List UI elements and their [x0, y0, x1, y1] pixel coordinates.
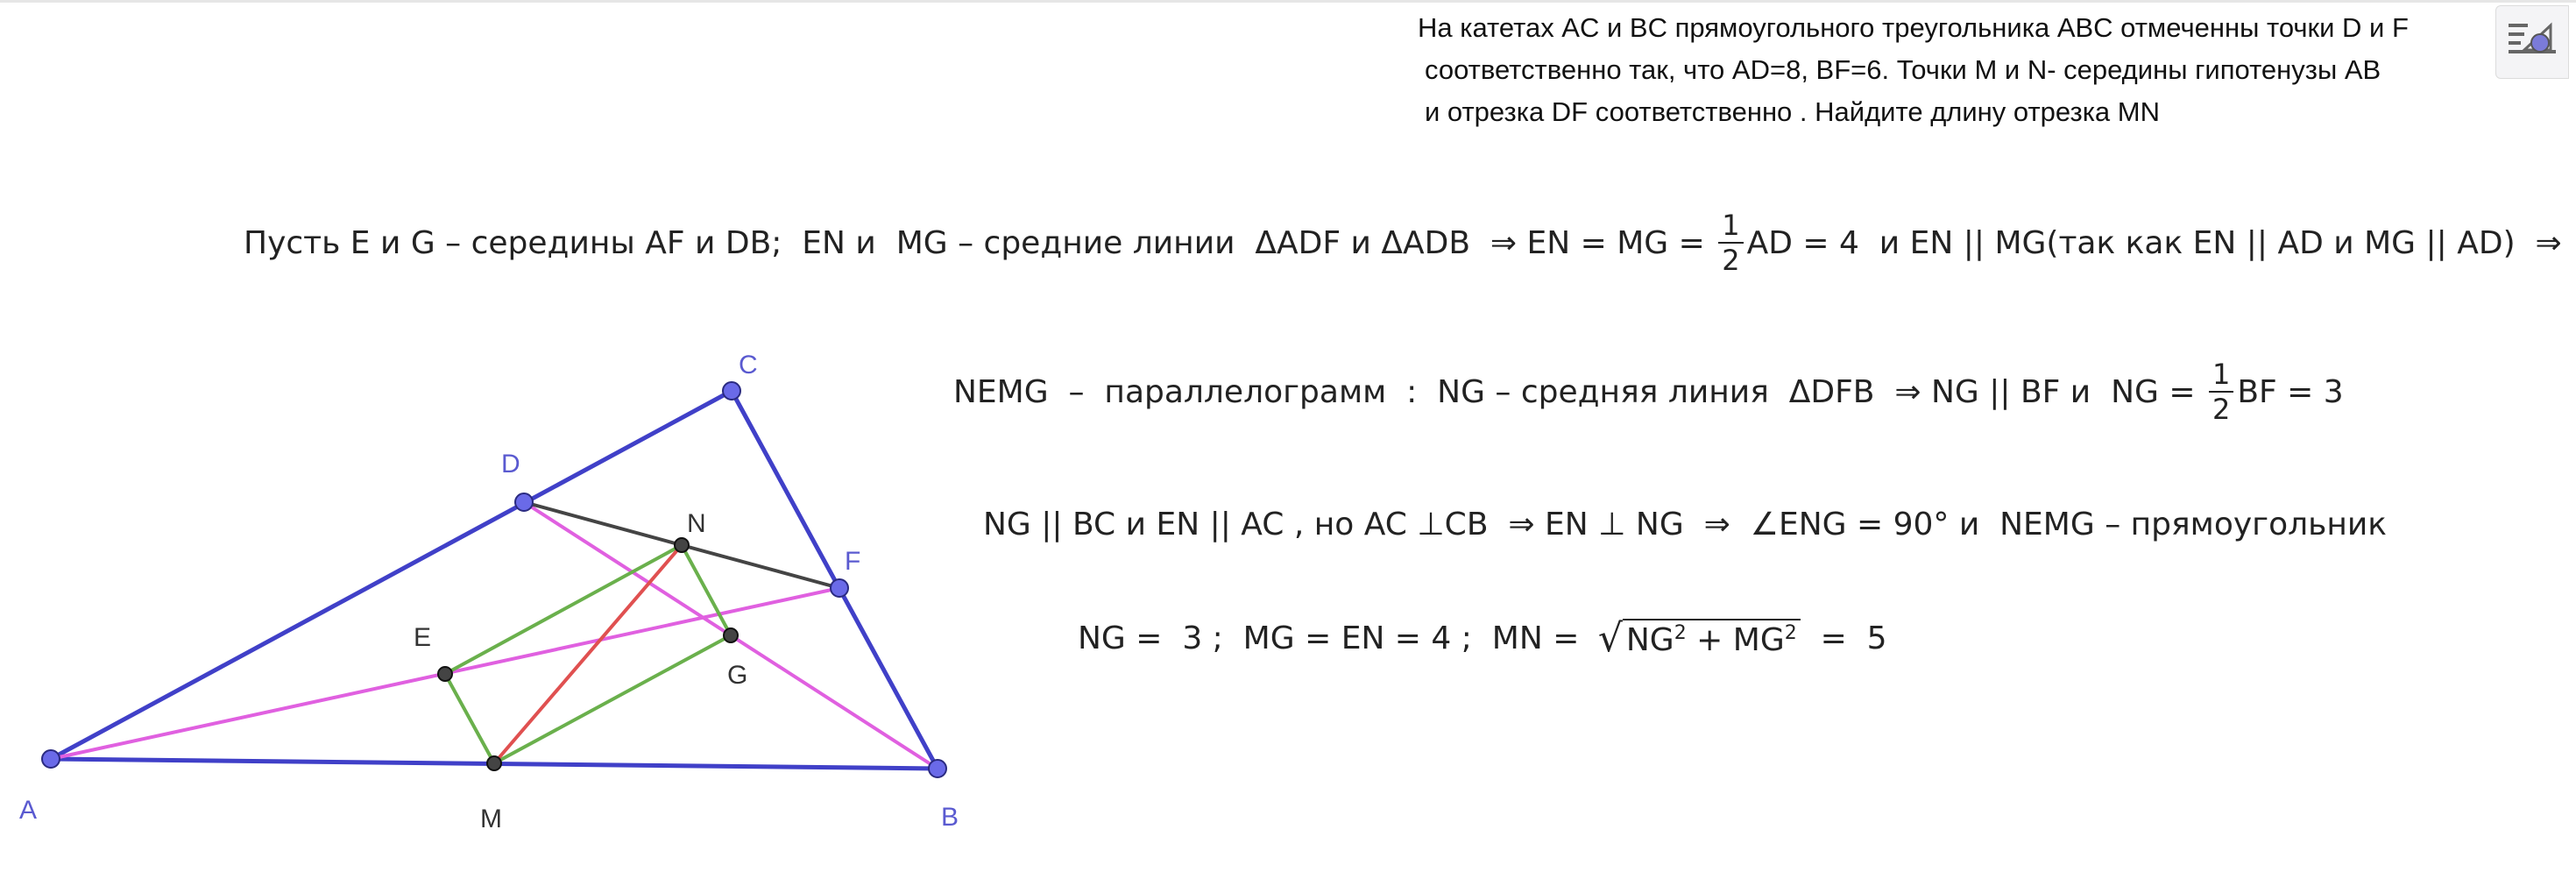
- point-D[interactable]: [515, 493, 533, 511]
- fraction-denominator: 2: [2212, 393, 2231, 426]
- solution-row-3: [983, 507, 2387, 542]
- label-G: G: [727, 661, 748, 690]
- solution-row-1-text-a: Пусть E и G – середины AF и DB; EN и MG – средние линии ΔADF и ΔADB ⇒ EN = MG =: [244, 224, 1716, 261]
- solution-row-2-text-a: NEMG – параллелограмм : NG – средняя линия ΔDFB ⇒ NG || BF и NG =: [953, 373, 2205, 410]
- point-M[interactable]: [487, 756, 501, 770]
- fraction-numerator: 1: [2209, 358, 2233, 393]
- label-F: F: [845, 547, 861, 576]
- point-F[interactable]: [831, 579, 848, 597]
- point-C[interactable]: [723, 382, 740, 400]
- problem-line-1: На катетах AC и BC прямоугольного треугольника ABC отмеченны точки D и F: [1418, 12, 2409, 43]
- label-E: E: [414, 623, 432, 652]
- label-B: B: [941, 803, 959, 832]
- solution-row-4: [1078, 616, 1887, 661]
- fraction-denominator: 2: [1722, 244, 1740, 277]
- label-A: A: [19, 796, 38, 825]
- solution-row-2-text-b: BF = 3: [2237, 373, 2344, 410]
- problem-statement: [1418, 7, 2495, 133]
- solution-row-1: [244, 209, 2562, 277]
- solution-row-4-text-a: NG = 3 ; MG = EN = 4 ; MN =: [1078, 620, 1589, 656]
- point-A[interactable]: [42, 750, 60, 768]
- graphics-menu-icon: [2507, 18, 2558, 66]
- solution-row-3-text: NG || BC и EN || AC , но AC ⊥CB ⇒ EN ⊥ NG ⇒ ∠ENG = 90° и NEMG – прямоугольник: [983, 507, 2388, 542]
- label-D: D: [501, 450, 520, 479]
- fraction-one-half: [1718, 209, 1743, 277]
- problem-line-2: соответственно так, что AD=8, BF=6. Точки M и N- середины гипотенузы AB: [1425, 54, 2381, 85]
- square-root: [1597, 616, 1801, 661]
- radicand: [1623, 619, 1801, 658]
- graphics-menu-button[interactable]: [2495, 5, 2569, 79]
- solution-row-4-text-b: = 5: [1800, 620, 1887, 656]
- segment-ME: [445, 674, 494, 763]
- label-C: C: [739, 351, 758, 379]
- radical-sign: √: [1597, 616, 1623, 661]
- fraction-one-half: [2209, 358, 2233, 426]
- radicand-term-2: + MG: [1686, 622, 1785, 658]
- segment-MN: [494, 545, 682, 763]
- top-border: [0, 0, 2576, 3]
- point-E[interactable]: [438, 667, 452, 681]
- radicand-term-1: NG: [1625, 622, 1674, 658]
- label-N: N: [687, 509, 706, 538]
- geometry-diagram: [0, 333, 981, 859]
- exponent: 2: [1674, 622, 1687, 644]
- problem-line-3: и отрезка DF соответственно . Найдите длину отрезка MN: [1425, 96, 2160, 127]
- point-G[interactable]: [724, 628, 738, 642]
- fraction-numerator: 1: [1718, 209, 1743, 244]
- point-N[interactable]: [675, 538, 689, 552]
- point-B[interactable]: [929, 760, 946, 777]
- exponent: 2: [1784, 622, 1797, 644]
- label-M: M: [480, 805, 502, 833]
- solution-row-1-text-b: AD = 4 и EN || MG(так как EN || AD и MG || AD) ⇒: [1746, 224, 2562, 261]
- segment-EN: [445, 545, 682, 674]
- solution-row-2: [953, 358, 2344, 426]
